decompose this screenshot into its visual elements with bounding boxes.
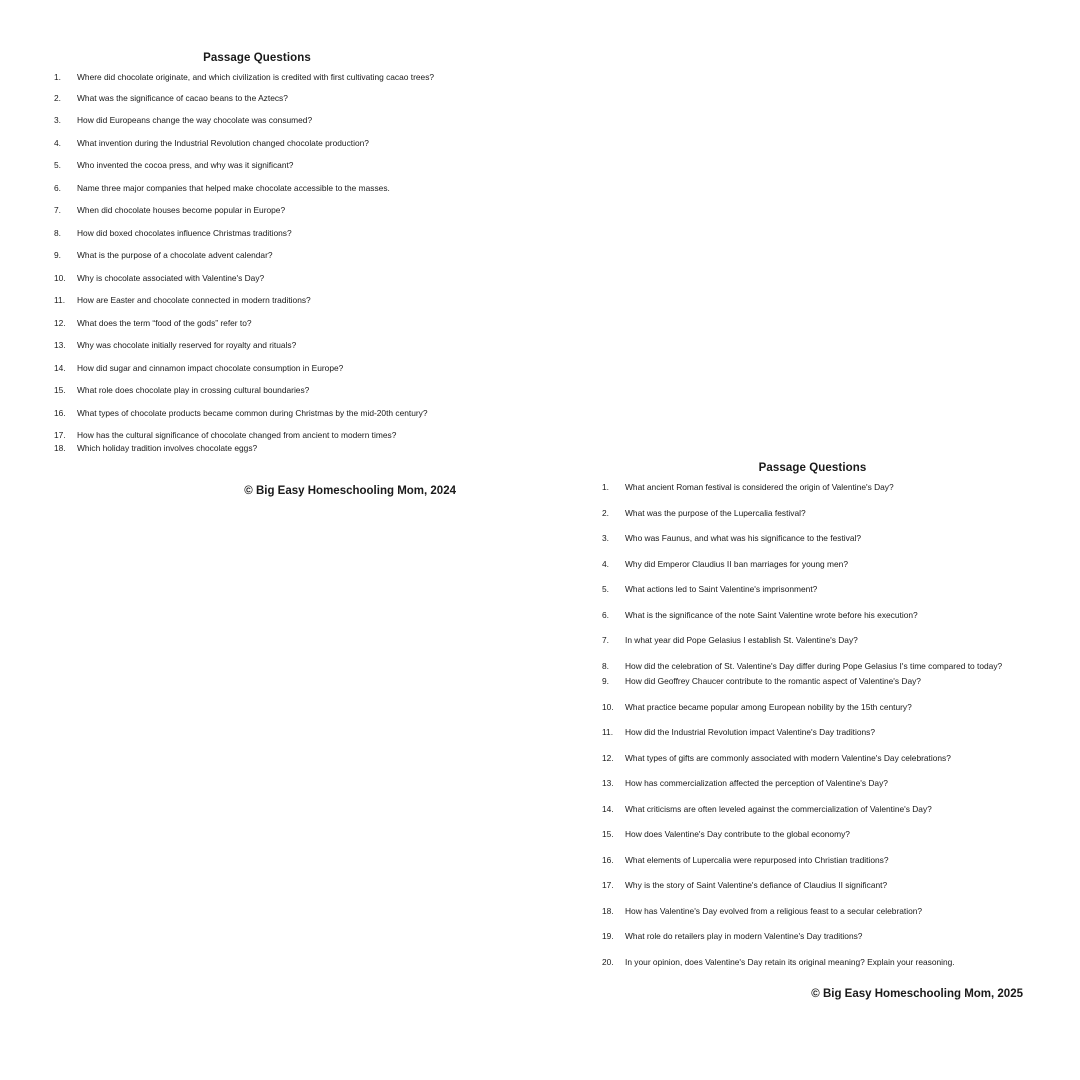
question-text: What actions led to Saint Valentine's imprisonment?	[625, 584, 818, 594]
question-item	[600, 957, 1025, 968]
question-item	[52, 430, 462, 441]
question-text: When did chocolate houses become popular in Europe?	[77, 205, 286, 215]
sheet-title: Passage Questions	[758, 462, 867, 474]
question-item	[600, 880, 1025, 891]
question-item	[600, 855, 1025, 866]
question-item	[52, 295, 462, 306]
question-number: 5.	[54, 160, 61, 170]
question-item	[600, 778, 1025, 789]
question-text: What types of gifts are commonly associated with modern Valentine's Day celebrations?	[625, 752, 951, 763]
question-number: 18.	[602, 905, 614, 916]
question-text: Name three major companies that helped make chocolate accessible to the masses.	[77, 182, 390, 193]
question-item	[600, 829, 1025, 840]
question-number: 4.	[602, 558, 609, 569]
question-item	[52, 273, 462, 284]
question-item	[52, 183, 462, 194]
question-text: How are Easter and chocolate connected in modern traditions?	[77, 295, 311, 305]
question-item	[52, 363, 462, 374]
question-number: 18.	[54, 442, 66, 453]
question-item	[52, 160, 462, 171]
question-number: 6.	[54, 182, 61, 193]
question-text: What role do retailers play in modern Valentine's Day traditions?	[625, 931, 863, 941]
question-number: 15.	[54, 385, 66, 395]
question-text: How has Valentine's Day evolved from a religious feast to a secular celebration?	[625, 905, 923, 916]
question-item	[52, 408, 462, 419]
question-text: What types of chocolate products became common during Christmas by the mid-20th century?	[77, 407, 428, 418]
question-text: What invention during the Industrial Revolution changed chocolate production?	[77, 137, 369, 148]
question-item	[600, 508, 1025, 519]
question-number: 16.	[602, 854, 614, 865]
question-number: 10.	[602, 701, 614, 712]
question-text: Why did Emperor Claudius II ban marriages for young men?	[625, 558, 848, 569]
question-number: 1.	[602, 482, 609, 492]
copyright-footer: © Big Easy Homeschooling Mom, 2024	[244, 485, 456, 497]
question-number: 8.	[54, 227, 61, 238]
question-item	[600, 804, 1025, 815]
question-number: 7.	[54, 205, 61, 215]
question-text: In your opinion, does Valentine's Day retain its original meaning? Explain your reasoning.	[625, 956, 955, 967]
question-number: 9.	[602, 676, 609, 686]
question-text: What is the significance of the note Saint Valentine wrote before his execution?	[625, 609, 918, 620]
question-item	[52, 318, 462, 329]
question-item	[52, 385, 462, 396]
question-item	[52, 115, 462, 126]
question-number: 8.	[602, 660, 609, 671]
question-text: How did boxed chocolates influence Christmas traditions?	[77, 227, 292, 238]
question-item	[52, 250, 462, 261]
question-text: What is the purpose of a chocolate advent calendar?	[77, 250, 273, 260]
question-number: 16.	[54, 407, 66, 418]
question-text: Where did chocolate originate, and which civilization is credited with first cultivating cacao trees?	[77, 72, 435, 82]
question-number: 12.	[54, 317, 66, 328]
question-item	[600, 482, 1025, 493]
question-number: 20.	[602, 956, 614, 967]
question-text: How has the cultural significance of chocolate changed from ancient to modern times?	[77, 430, 397, 440]
question-number: 14.	[602, 803, 614, 814]
question-number: 17.	[54, 430, 66, 440]
question-number: 11.	[602, 727, 614, 737]
chocolate-question-sheet	[52, 52, 462, 497]
question-item	[600, 931, 1025, 942]
question-text: How did sugar and cinnamon impact chocolate consumption in Europe?	[77, 362, 344, 373]
question-text: What does the term “food of the gods” refer to?	[77, 317, 252, 328]
question-text: Who invented the cocoa press, and why was it significant?	[77, 160, 294, 170]
question-item	[600, 610, 1025, 621]
sheet-title: Passage Questions	[203, 52, 311, 64]
question-item	[600, 676, 1025, 687]
question-text: Which holiday tradition involves chocolate eggs?	[77, 442, 258, 453]
question-text: What elements of Lupercalia were repurposed into Christian traditions?	[625, 854, 889, 865]
question-number: 9.	[54, 250, 61, 260]
question-item	[600, 584, 1025, 595]
question-number: 13.	[54, 340, 66, 350]
question-list	[52, 72, 462, 453]
question-number: 19.	[602, 931, 614, 941]
valentines-question-sheet	[600, 462, 1025, 1000]
question-text: What ancient Roman festival is considered the origin of Valentine's Day?	[625, 482, 894, 492]
question-text: How does Valentine's Day contribute to the global economy?	[625, 829, 850, 839]
question-item	[600, 727, 1025, 738]
question-item	[600, 559, 1025, 570]
question-text: Why was chocolate initially reserved for royalty and rituals?	[77, 340, 297, 350]
question-number: 17.	[602, 880, 614, 890]
question-item	[600, 753, 1025, 764]
question-number: 5.	[602, 584, 609, 594]
question-item	[52, 138, 462, 149]
question-number: 15.	[602, 829, 614, 839]
question-item	[52, 340, 462, 351]
question-number: 4.	[54, 137, 61, 148]
question-text: What practice became popular among European nobility by the 15th century?	[625, 701, 912, 712]
copyright-footer: © Big Easy Homeschooling Mom, 2025	[811, 988, 1023, 1000]
question-number: 1.	[54, 72, 61, 82]
question-text: What criticisms are often leveled against the commercialization of Valentine's Day?	[625, 803, 932, 814]
question-number: 2.	[602, 507, 609, 518]
question-text: What was the significance of cacao beans to the Aztecs?	[77, 92, 288, 103]
question-item	[52, 228, 462, 239]
question-item	[52, 443, 462, 454]
question-item	[600, 533, 1025, 544]
question-text: How did Geoffrey Chaucer contribute to the romantic aspect of Valentine's Day?	[625, 676, 921, 686]
question-number: 13.	[602, 778, 614, 788]
question-number: 3.	[54, 115, 61, 125]
question-item	[600, 702, 1025, 713]
question-number: 2.	[54, 92, 61, 103]
question-number: 10.	[54, 272, 66, 283]
question-text: What was the purpose of the Lupercalia festival?	[625, 507, 806, 518]
question-item	[600, 906, 1025, 917]
question-text: How did the celebration of St. Valentine's Day differ during Pope Gelasius I's time compared to today?	[625, 660, 1003, 671]
question-text: How has commercialization affected the perception of Valentine's Day?	[625, 778, 888, 788]
question-text: How did the Industrial Revolution impact Valentine's Day traditions?	[625, 727, 876, 737]
question-number: 11.	[54, 295, 66, 305]
question-number: 12.	[602, 752, 614, 763]
question-text: Why is chocolate associated with Valentine's Day?	[77, 272, 265, 283]
question-text: In what year did Pope Gelasius I establish St. Valentine's Day?	[625, 635, 858, 645]
question-number: 3.	[602, 533, 609, 543]
question-item	[52, 205, 462, 216]
question-number: 7.	[602, 635, 609, 645]
question-item	[600, 635, 1025, 646]
question-number: 14.	[54, 362, 66, 373]
question-item	[52, 93, 462, 104]
question-item	[52, 72, 462, 83]
question-item	[600, 661, 1025, 672]
question-text: Why is the story of Saint Valentine's defiance of Claudius II significant?	[625, 880, 888, 890]
question-text: What role does chocolate play in crossing cultural boundaries?	[77, 385, 310, 395]
question-number: 6.	[602, 609, 609, 620]
question-text: Who was Faunus, and what was his significance to the festival?	[625, 533, 862, 543]
question-text: How did Europeans change the way chocolate was consumed?	[77, 115, 313, 125]
question-list	[600, 482, 1025, 967]
